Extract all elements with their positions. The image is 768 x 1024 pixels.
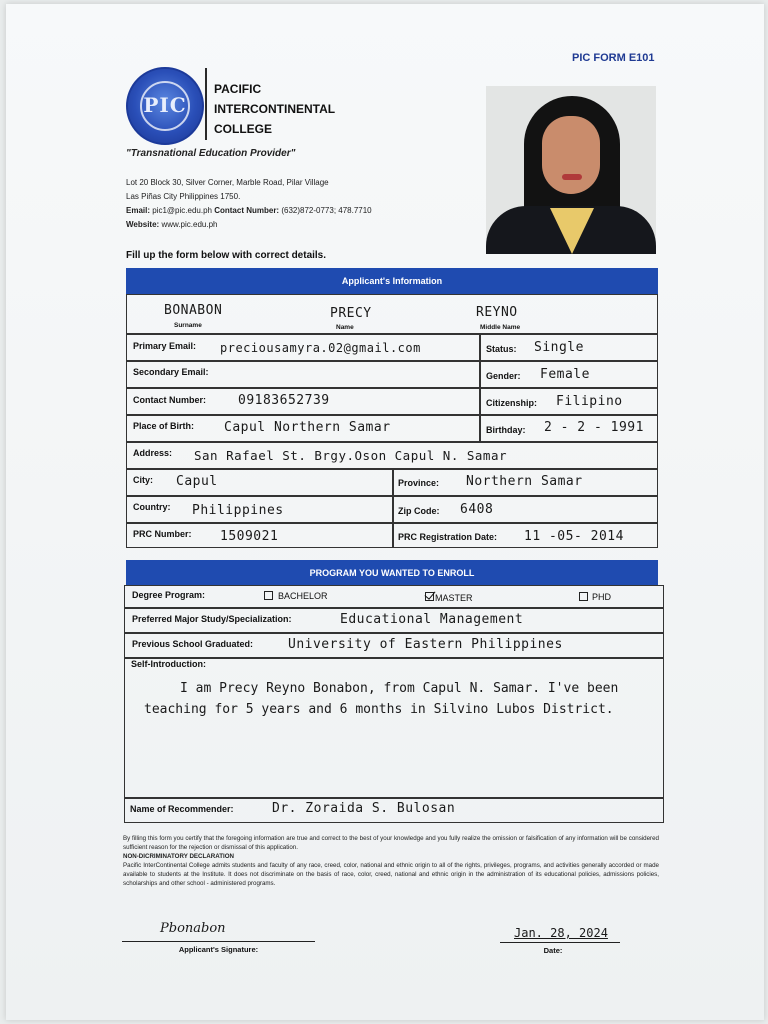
applicant-photo	[486, 86, 656, 254]
zip-value[interactable]: 6408	[460, 502, 494, 517]
declaration-text: Pacific InterContinental College admits students and faculty of any race, creed, color, national and ethnic origin to all of the rights, privileges, programs, and activities generally accorded or made available to students at the Institute. It does not discriminate on the basis of race, color, creed, national and ethnic origin in the administration of its educational policies, admissions policies, scholarships and other school - administered programs.	[123, 862, 659, 887]
column-divider	[392, 468, 394, 548]
zip-label: Zip Code:	[398, 506, 440, 516]
citizenship-value[interactable]: Filipino	[556, 394, 623, 409]
sign-date-value[interactable]: Jan. 28, 2024	[514, 926, 608, 940]
logo-text: PIC	[143, 93, 187, 117]
province-value[interactable]: Northern Samar	[466, 474, 583, 489]
phd-option: PHD	[592, 592, 612, 602]
college-logo	[126, 67, 204, 145]
primary-email-label: Primary Email:	[133, 341, 197, 351]
program-section-header: PROGRAM YOU WANTED TO ENROLL	[126, 560, 658, 586]
city-label: City:	[133, 475, 153, 485]
email-value: pic1@pic.edu.ph	[152, 206, 212, 215]
previous-school-label: Previous School Graduated:	[132, 639, 254, 649]
college-name-line: PACIFIC	[214, 82, 262, 96]
previous-school-value[interactable]: University of Eastern Philippines	[288, 637, 563, 652]
bachelor-checkbox[interactable]	[264, 591, 273, 600]
country-value[interactable]: Philippines	[192, 503, 284, 518]
tagline: "Transnational Education Provider"	[126, 148, 296, 159]
surname-value: BONABON	[164, 303, 223, 318]
contact-number-label: Contact Number:	[133, 395, 207, 405]
birthday-label: Birthday:	[486, 425, 526, 435]
status-value[interactable]: Single	[534, 340, 584, 355]
row-divider	[124, 632, 664, 634]
contact-value: (632)872-0773; 478.7710	[281, 206, 372, 215]
address-line: Las Piñas City Philippines 1750.	[126, 192, 241, 201]
row-divider	[126, 360, 658, 362]
prc-date-value[interactable]: 11 -05- 2014	[524, 529, 624, 544]
legal-text	[123, 834, 659, 888]
row-divider	[126, 333, 658, 335]
row-divider	[124, 607, 664, 609]
major-value[interactable]: Educational Management	[340, 612, 524, 627]
middle-name-value: REYNO	[476, 305, 518, 320]
row-divider	[126, 441, 658, 443]
gender-label: Gender:	[486, 371, 521, 381]
row-divider	[126, 387, 658, 389]
prc-date-label: PRC Registration Date:	[398, 532, 498, 542]
date-line	[500, 942, 620, 943]
form-instruction: Fill up the form below with correct details.	[126, 250, 327, 261]
address-label: Address:	[133, 448, 173, 458]
primary-email-value[interactable]: preciousamyra.02@gmail.com	[220, 341, 421, 355]
declaration-title: NON-DICRIMINATORY DECLARATION	[123, 853, 235, 860]
address-line: Lot 20 Block 30, Silver Corner, Marble Road, Pilar Village	[126, 178, 329, 187]
college-name-line: INTERCONTINENTAL	[214, 102, 336, 116]
logo-divider	[205, 68, 207, 140]
certification-text: By filling this form you certify that the foregoing information are true and correct to the best of your knowledge and you fully realize the omission or falsification of any information will be considered sufficient reason for the rejection or dismissal of this application.	[123, 835, 659, 851]
middle-name-label: Middle Name	[480, 324, 521, 331]
contact-line	[126, 204, 372, 218]
row-divider	[126, 522, 658, 524]
row-divider	[126, 414, 658, 416]
master-option: MASTER	[435, 593, 473, 603]
applicant-signature: Pbonabon	[160, 921, 226, 936]
prc-number-label: PRC Number:	[133, 529, 192, 539]
degree-program-label: Degree Program:	[132, 590, 206, 600]
college-name	[214, 79, 335, 139]
country-label: Country:	[133, 502, 171, 512]
surname-label: Surname	[174, 322, 202, 329]
bachelor-option: BACHELOR	[278, 591, 328, 601]
row-divider	[126, 495, 658, 497]
birthday-value[interactable]: 2 - 2 - 1991	[544, 420, 644, 435]
name-label: Name	[336, 324, 354, 331]
phd-checkbox[interactable]	[579, 592, 588, 601]
signature-line	[122, 941, 315, 942]
birthplace-label: Place of Birth:	[133, 421, 195, 431]
province-label: Province:	[398, 478, 440, 488]
city-value[interactable]: Capul	[176, 474, 218, 489]
self-intro-label: Self-Introduction:	[131, 659, 206, 669]
address-value[interactable]: San Rafael St. Brgy.Oson Capul N. Samar	[194, 448, 507, 463]
contact-label: Contact Number:	[214, 206, 280, 215]
self-intro-text[interactable]: I am Precy Reyno Bonabon, from Capul N. Samar. I've been teaching for 5 years and 6 months in Silvino Lubos District.	[144, 681, 619, 717]
website-value: www.pic.edu.ph	[161, 220, 218, 229]
website-line	[126, 218, 372, 232]
email-label: Email:	[126, 206, 151, 215]
date-label: Date:	[543, 946, 563, 955]
contact-number-value[interactable]: 09183652739	[238, 393, 330, 408]
master-checkbox[interactable]	[425, 592, 434, 601]
major-label: Preferred Major Study/Specialization:	[132, 614, 292, 624]
recommender-label: Name of Recommender:	[130, 804, 234, 814]
prc-number-value[interactable]: 1509021	[220, 529, 279, 544]
college-name-line: COLLEGE	[214, 122, 273, 136]
birthplace-value[interactable]: Capul Northern Samar	[224, 420, 391, 435]
name-value: PRECY	[330, 306, 372, 321]
secondary-email-label: Secondary Email:	[133, 367, 209, 377]
applicant-section-header: Applicant's Information	[126, 268, 658, 294]
website-label: Website:	[126, 220, 160, 229]
status-label: Status:	[486, 344, 517, 354]
citizenship-label: Citizenship:	[486, 398, 537, 408]
gender-value[interactable]: Female	[540, 367, 590, 382]
signature-label: Applicant's Signature:	[178, 945, 259, 954]
recommender-value[interactable]: Dr. Zoraida S. Bulosan	[272, 801, 456, 816]
form-code: PIC FORM E101	[572, 52, 655, 64]
college-address	[126, 176, 372, 232]
row-divider	[124, 797, 664, 799]
